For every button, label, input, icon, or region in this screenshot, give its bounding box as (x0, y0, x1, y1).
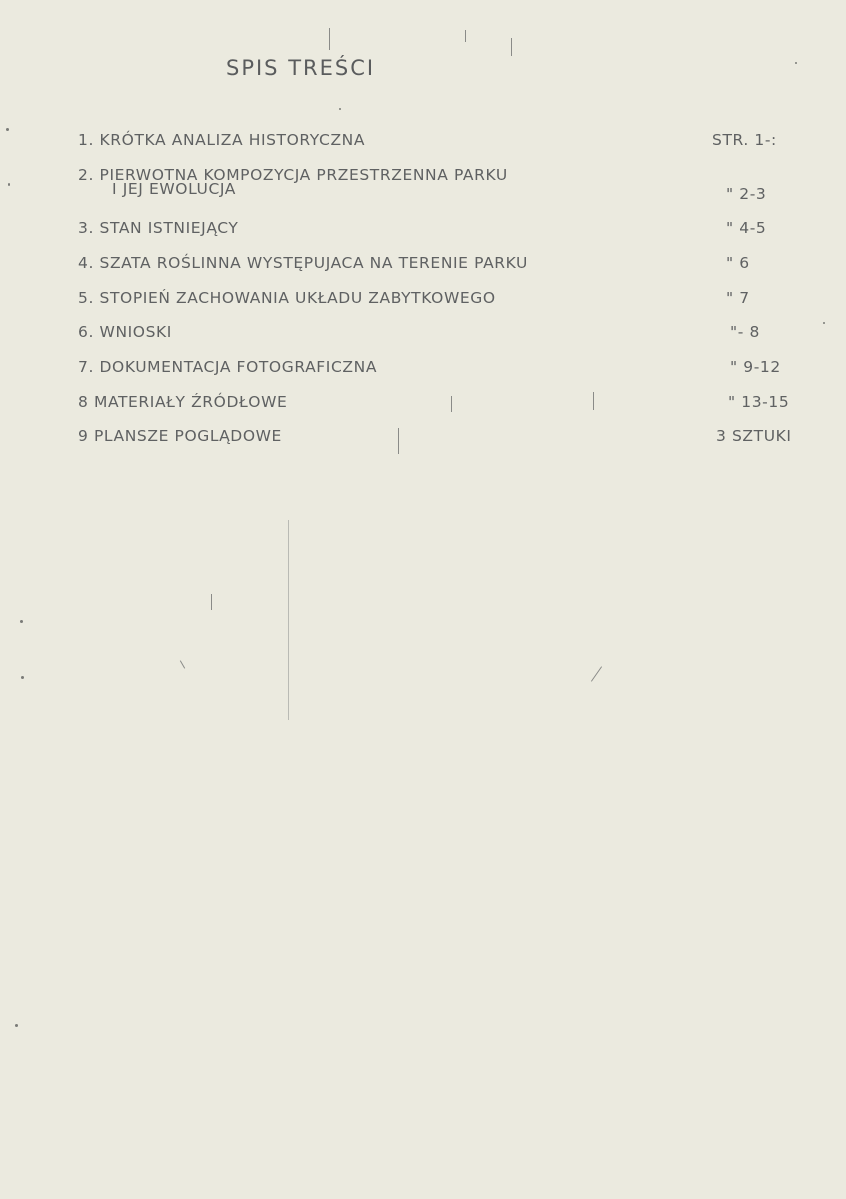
scan-dot (21, 676, 24, 679)
toc-page-ref-3: " 4-5 (726, 219, 767, 237)
scan-dot (8, 183, 10, 186)
scan-mark (180, 660, 185, 668)
page-title: SPIS TREŚCI (226, 56, 376, 80)
toc-entry-3 (78, 219, 239, 237)
scan-mark (329, 28, 330, 50)
scan-mark (288, 520, 289, 720)
toc-entry-label: 8 MATERIAŁY ŹRÓDŁOWE (78, 393, 288, 411)
toc-entry-6 (78, 323, 172, 341)
scan-mark (398, 428, 399, 454)
toc-page-ref-2: " 2-3 (726, 185, 767, 203)
toc-page-ref-5: " 7 (726, 289, 750, 307)
toc-entry-label: 4. SZATA ROŚLINNA WYSTĘPUJACA NA TERENIE PARKU (78, 254, 528, 272)
toc-entry-4 (78, 254, 528, 272)
toc-entry-label: 9 PLANSZE POGLĄDOWE (78, 427, 282, 445)
toc-entry-label: 5. STOPIEŃ ZACHOWANIA UKŁADU ZABYTKOWEGO (78, 289, 496, 307)
scan-dot (795, 62, 797, 64)
scan-dot (339, 108, 341, 110)
toc-entry-label: 3. STAN ISTNIEJĄCY (78, 219, 239, 237)
scan-dot (6, 128, 9, 131)
scan-mark (591, 666, 602, 681)
toc-entry-label-continued: I JEJ EWOLUCJA (112, 180, 237, 198)
toc-entry-9 (78, 427, 282, 445)
toc-page-ref-4: " 6 (726, 254, 750, 272)
scan-dot (15, 1024, 18, 1027)
toc-entry-7 (78, 358, 377, 376)
toc-page-ref-6: "- 8 (730, 323, 760, 341)
toc-entry-label: 7. DOKUMENTACJA FOTOGRAFICZNA (78, 358, 378, 376)
toc-entry-label: 6. WNIOSKI (78, 323, 172, 341)
toc-entry-8 (78, 393, 287, 411)
scan-mark (465, 30, 466, 42)
toc-entry-1 (78, 131, 365, 149)
scan-mark (593, 392, 594, 410)
toc-entry-label: 1. KRÓTKA ANALIZA HISTORYCZNA (78, 131, 366, 149)
toc-entry-5 (78, 289, 496, 307)
toc-entry-2 (78, 166, 508, 198)
toc-page-ref-7: " 9-12 (730, 358, 781, 376)
toc-page-ref-8: " 13-15 (728, 393, 790, 411)
toc-entry-label: 2. PIERWOTNA KOMPOZYCJA PRZESTRZENNA PARKU (78, 166, 508, 184)
scan-mark (211, 594, 212, 610)
scan-dot (20, 620, 23, 623)
toc-page-ref-1: STR. 1-: (712, 131, 777, 149)
toc-page-ref-9: 3 SZTUKI (716, 427, 792, 445)
scan-mark (511, 38, 512, 56)
scan-mark (451, 396, 452, 412)
scan-dot (823, 322, 825, 324)
